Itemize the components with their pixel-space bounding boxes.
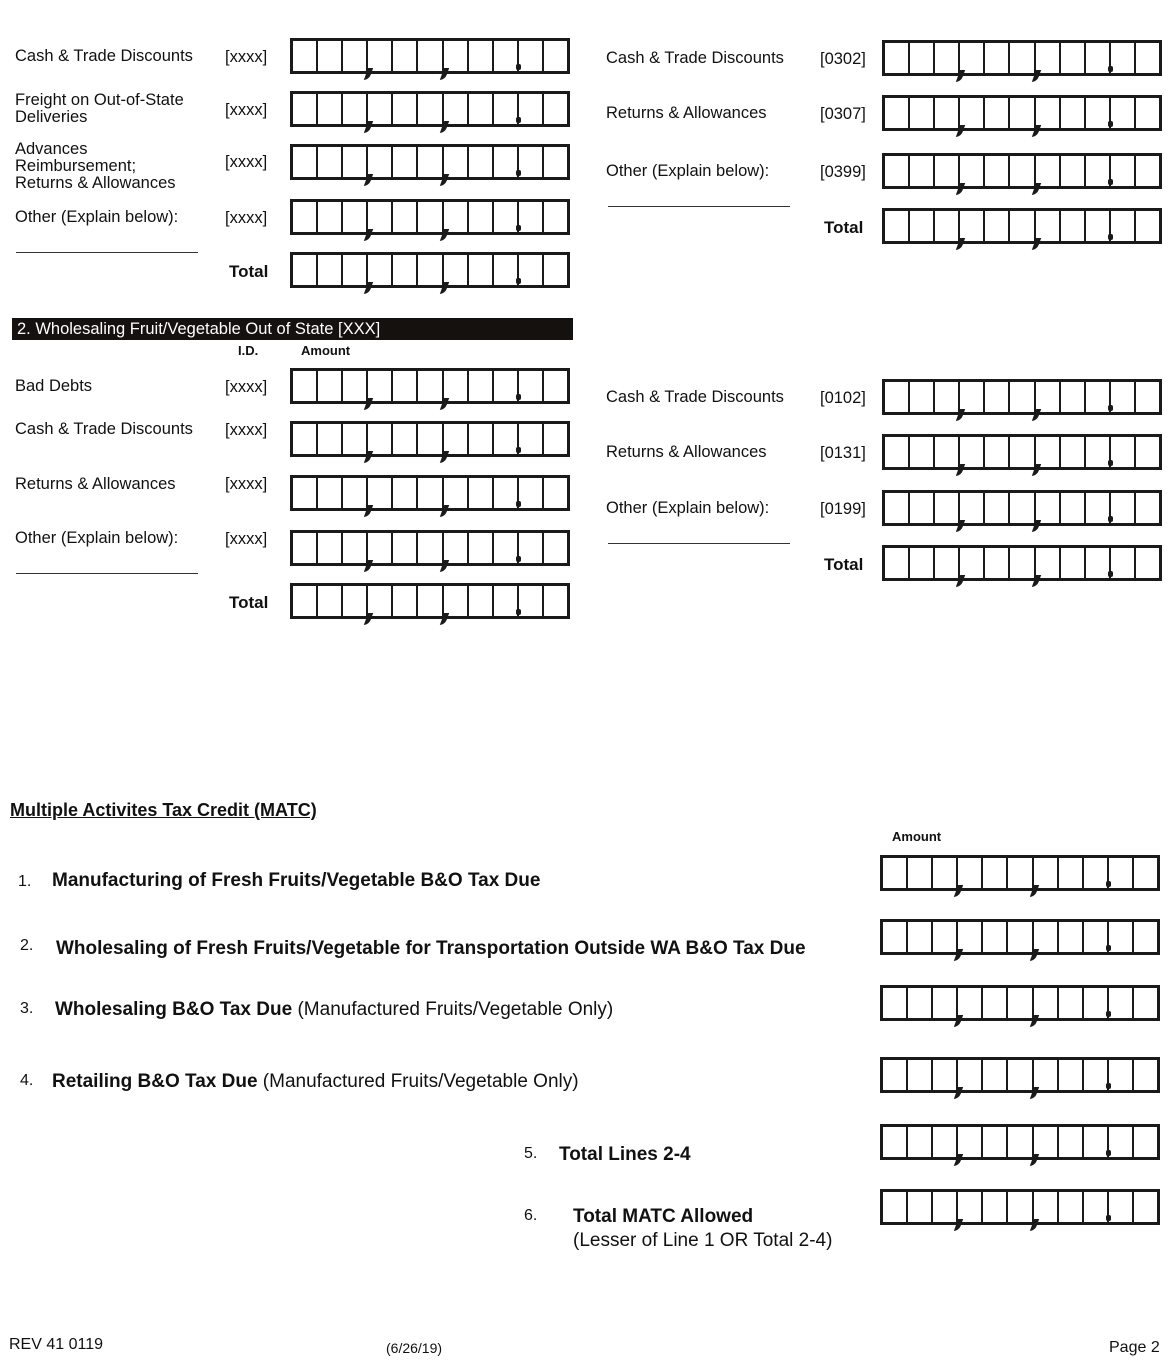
amount-field[interactable] xyxy=(290,91,570,127)
mid-right-row-label: Other (Explain below): xyxy=(606,499,770,517)
amount-field[interactable] xyxy=(290,368,570,404)
total-label: Total xyxy=(824,218,864,237)
top-right-row-id: [0307] xyxy=(820,105,866,123)
section-2-header: 2. Wholesaling Fruit/Vegetable Out of State [XXX] xyxy=(12,318,573,340)
matc-line-2-amount[interactable] xyxy=(880,919,1160,955)
matc-line-4-amount[interactable] xyxy=(880,1057,1160,1093)
amount-field[interactable] xyxy=(290,199,570,235)
top-left-row-label: Advances Reimbursement; Returns & Allowances xyxy=(15,140,176,192)
total-amount-field[interactable] xyxy=(290,252,570,288)
matc-line-number: 3. xyxy=(20,1000,34,1017)
top-right-row-label: Returns & Allowances xyxy=(606,104,767,122)
matc-line-2-label: Wholesaling of Fresh Fruits/Vegetable for Transportation Outside WA B&O Tax Due xyxy=(56,938,806,959)
amount-field[interactable] xyxy=(882,379,1162,415)
mid-right-row-id: [0199] xyxy=(820,500,866,518)
top-left-row-id: [xxxx] xyxy=(225,101,268,119)
matc-line-number: 6. xyxy=(524,1207,538,1224)
amount-field[interactable] xyxy=(290,530,570,566)
amount-field[interactable] xyxy=(882,40,1162,76)
top-left-row-label: Cash & Trade Discounts xyxy=(15,47,193,65)
mid-right-row-id: [0102] xyxy=(820,389,866,407)
amount-field[interactable] xyxy=(882,153,1162,189)
form-date: (6/26/19) xyxy=(386,1340,443,1356)
total-label: Total xyxy=(824,555,864,574)
matc-line-number: 1. xyxy=(18,873,32,890)
amount-field[interactable] xyxy=(882,95,1162,131)
total-amount-field[interactable] xyxy=(882,208,1162,244)
section2-row-label: Bad Debts xyxy=(15,377,93,395)
section2-row-label: Returns & Allowances xyxy=(15,475,176,493)
explain-line[interactable] xyxy=(608,206,790,207)
amount-field[interactable] xyxy=(882,434,1162,470)
matc-line-6-note: (Lesser of Line 1 OR Total 2-4) xyxy=(573,1230,833,1251)
explain-line[interactable] xyxy=(16,573,198,574)
total-amount-field[interactable] xyxy=(290,583,570,619)
matc-title: Multiple Activites Tax Credit (MATC) xyxy=(10,800,317,820)
matc-line-3-amount[interactable] xyxy=(880,985,1160,1021)
mid-right-row-label: Cash & Trade Discounts xyxy=(606,388,784,406)
total-amount-field[interactable] xyxy=(882,545,1162,581)
total-label: Total xyxy=(229,262,269,281)
top-left-row-label: Other (Explain below): xyxy=(15,208,179,226)
matc-line-number: 5. xyxy=(524,1145,538,1162)
explain-line[interactable] xyxy=(608,543,790,544)
amount-column-header: Amount xyxy=(301,343,351,358)
top-left-row-id: [xxxx] xyxy=(225,48,268,66)
top-left-row-id: [xxxx] xyxy=(225,153,268,171)
total-label: Total xyxy=(229,593,269,612)
matc-line-3-label: Wholesaling B&O Tax Due (Manufactured Fruits/Vegetable Only) xyxy=(55,999,614,1020)
matc-line-6-label: Total MATC Allowed xyxy=(573,1206,754,1227)
page-number: Page 2 xyxy=(1109,1339,1160,1356)
matc-line-5-amount[interactable] xyxy=(880,1124,1160,1160)
matc-amount-header: Amount xyxy=(892,829,942,844)
matc-line-number: 2. xyxy=(20,937,34,954)
amount-field[interactable] xyxy=(290,38,570,74)
section2-row-id: [xxxx] xyxy=(225,475,268,493)
matc-line-5-label: Total Lines 2-4 xyxy=(559,1144,691,1165)
top-left-row-id: [xxxx] xyxy=(225,209,268,227)
matc-line-1-label: Manufacturing of Fresh Fruits/Vegetable B&O Tax Due xyxy=(52,870,541,891)
matc-line-1-amount[interactable] xyxy=(880,855,1160,891)
explain-line[interactable] xyxy=(16,252,198,253)
section2-row-id: [xxxx] xyxy=(225,530,268,548)
top-right-row-label: Cash & Trade Discounts xyxy=(606,49,784,67)
top-right-row-id: [0399] xyxy=(820,163,866,181)
top-right-row-id: [0302] xyxy=(820,50,866,68)
amount-field[interactable] xyxy=(290,144,570,180)
form-number: REV 41 0119 xyxy=(9,1336,103,1353)
top-left-row-label: Freight on Out-of-State Deliveries xyxy=(15,91,184,126)
section2-row-id: [xxxx] xyxy=(225,421,268,439)
amount-field[interactable] xyxy=(290,421,570,457)
top-right-row-label: Other (Explain below): xyxy=(606,162,770,180)
id-column-header: I.D. xyxy=(238,343,259,358)
section2-row-label: Other (Explain below): xyxy=(15,529,179,547)
amount-field[interactable] xyxy=(290,475,570,511)
amount-field[interactable] xyxy=(882,490,1162,526)
section2-row-label: Cash & Trade Discounts xyxy=(15,420,193,438)
matc-line-6-amount[interactable] xyxy=(880,1189,1160,1225)
mid-right-row-id: [0131] xyxy=(820,444,866,462)
section2-row-id: [xxxx] xyxy=(225,378,268,396)
matc-line-number: 4. xyxy=(20,1072,34,1089)
mid-right-row-label: Returns & Allowances xyxy=(606,443,767,461)
matc-line-4-label: Retailing B&O Tax Due (Manufactured Fruits/Vegetable Only) xyxy=(52,1071,579,1092)
